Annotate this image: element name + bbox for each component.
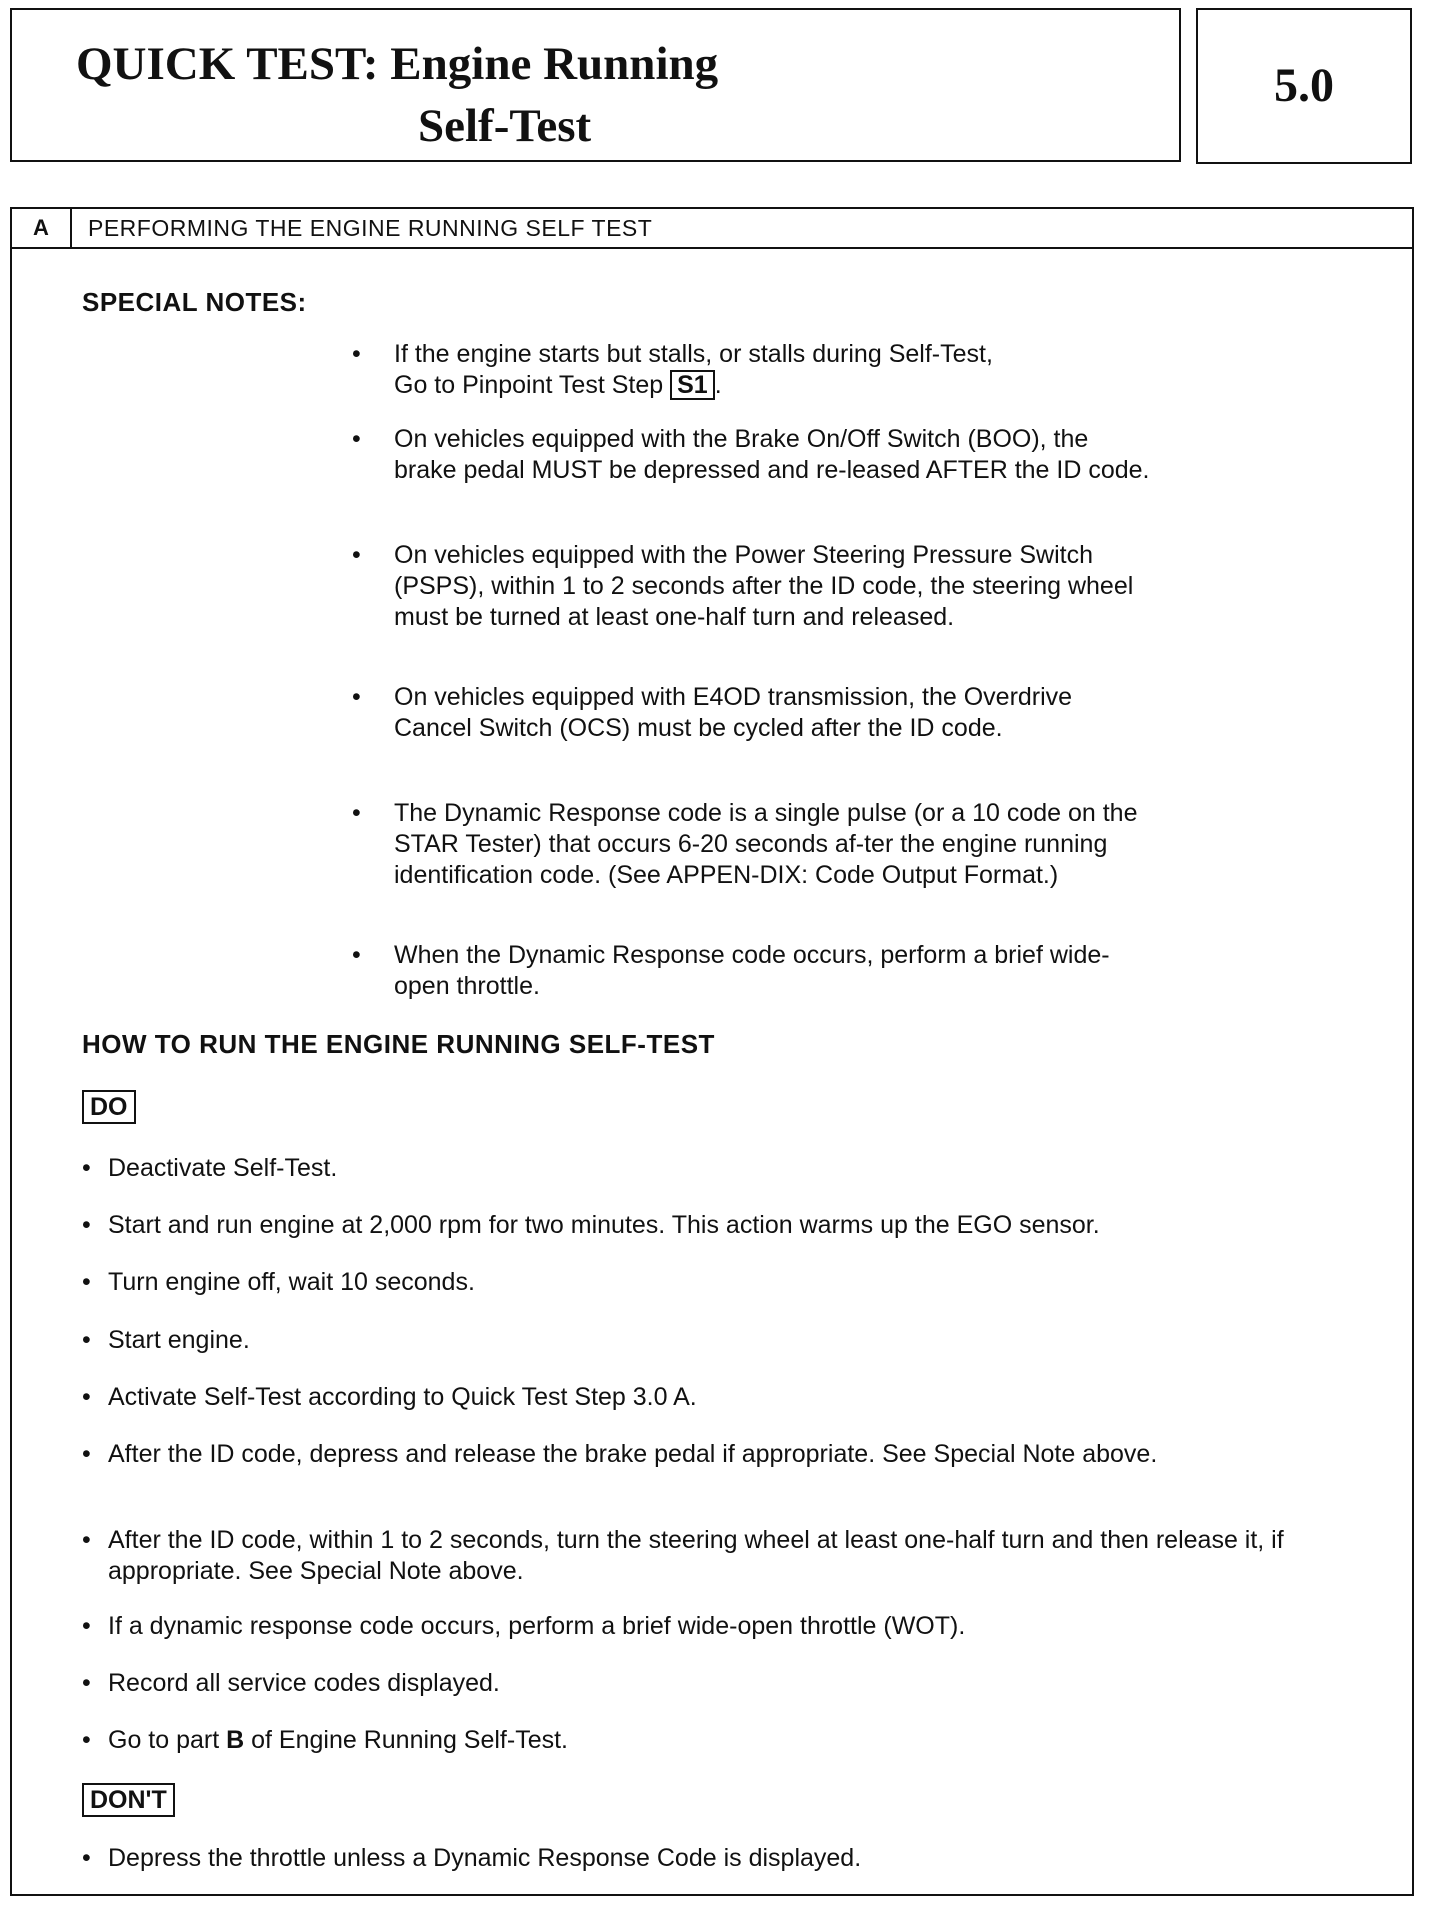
note-text: . (714, 371, 722, 399)
bullet: • (82, 1383, 91, 1411)
note-item (352, 540, 1152, 633)
bullet: • (82, 1268, 91, 1296)
dont-item-text: Depress the throttle unless a Dynamic Response Code is displayed. (108, 1844, 862, 1872)
note-item (352, 798, 1152, 891)
section-number-box (1196, 8, 1412, 164)
bullet: • (82, 1211, 91, 1239)
bullet: • (82, 1669, 91, 1697)
special-notes-heading: SPECIAL NOTES: (82, 287, 307, 317)
bullet: • (352, 799, 361, 827)
note-text: The Dynamic Response code is a single pulse (or a 10 code on the STAR Tester) that occurs 6-20 seconds af-ter the engine running identification code. (See APPEN-DIX: Code Output Format.) (394, 799, 1138, 889)
note-text: When the Dynamic Response code occurs, perform a brief wide-open throttle. (394, 941, 1110, 1000)
do-item (82, 1525, 1342, 1587)
bullet: • (82, 1526, 91, 1554)
bullet: • (82, 1612, 91, 1640)
do-item (82, 1611, 1342, 1642)
page-title-line2: Self-Test (418, 100, 592, 152)
do-item (82, 1325, 1342, 1356)
do-item-text: of Engine Running Self-Test. (251, 1726, 568, 1754)
do-item-text: Record all service codes displayed. (108, 1669, 500, 1697)
note-text: Go to Pinpoint Test Step (394, 371, 664, 399)
note-item (352, 940, 1152, 1002)
do-item-text: After the ID code, depress and release the brake pedal if appropriate. See Special Note above. (108, 1440, 1158, 1468)
note-text: On vehicles equipped with the Power Steering Pressure Switch (PSPS), within 1 to 2 seconds after the ID code, the steering wheel must be turned at least one-half turn and released. (394, 541, 1134, 631)
bullet: • (82, 1440, 91, 1468)
pinpoint-step-s1-link[interactable]: S1 (670, 370, 715, 400)
bullet: • (352, 941, 361, 969)
part-b-ref: B (226, 1726, 245, 1754)
do-item (82, 1267, 1342, 1298)
section-letter: A (12, 209, 72, 247)
how-to-heading: HOW TO RUN THE ENGINE RUNNING SELF-TEST (82, 1029, 715, 1059)
note-item (352, 682, 1152, 744)
do-item-text: Start engine. (108, 1326, 250, 1354)
section-title: PERFORMING THE ENGINE RUNNING SELF TEST (88, 215, 653, 241)
dont-label: DON'T (82, 1783, 175, 1817)
do-item (82, 1725, 1342, 1756)
do-item (82, 1153, 1342, 1184)
do-item-text: After the ID code, within 1 to 2 seconds, turn the steering wheel at least one-half turn and then release it, if appropriate. See Special Note above. (108, 1526, 1284, 1585)
do-item-text: Go to part (108, 1726, 220, 1754)
bullet: • (352, 541, 361, 569)
do-item-text: Deactivate Self-Test. (108, 1154, 338, 1182)
section-a (10, 207, 1414, 1896)
bullet: • (82, 1844, 91, 1872)
bullet: • (352, 683, 361, 711)
do-item-text: Turn engine off, wait 10 seconds. (108, 1268, 475, 1296)
note-text: On vehicles equipped with E4OD transmission, the Overdrive Cancel Switch (OCS) must be cycled after the ID code. (394, 683, 1073, 742)
do-item-text: Activate Self-Test according to Quick Test Step 3.0 A. (108, 1383, 697, 1411)
do-item (82, 1439, 1342, 1470)
section-number: 5.0 (1274, 59, 1334, 112)
do-item (82, 1210, 1342, 1241)
dont-item (82, 1843, 1342, 1874)
section-header (12, 209, 1412, 249)
bullet: • (82, 1154, 91, 1182)
note-item (352, 339, 1152, 401)
do-item (82, 1668, 1342, 1699)
bullet: • (352, 425, 361, 453)
page-title-line1: QUICK TEST: Engine Running (76, 38, 719, 90)
do-item-text: Start and run engine at 2,000 rpm for two minutes. This action warms up the EGO sensor. (108, 1211, 1100, 1239)
bullet: • (352, 340, 361, 368)
note-text: If the engine starts but stalls, or stalls during Self-Test, (394, 340, 993, 368)
do-item-text: If a dynamic response code occurs, perform a brief wide-open throttle (WOT). (108, 1612, 966, 1640)
bullet: • (82, 1326, 91, 1354)
note-text: On vehicles equipped with the Brake On/Off Switch (BOO), the brake pedal MUST be depressed and re-leased AFTER the ID code. (394, 425, 1150, 484)
bullet: • (82, 1726, 91, 1754)
note-item (352, 424, 1152, 486)
title-box (10, 8, 1181, 162)
do-item (82, 1382, 1342, 1413)
do-label: DO (82, 1090, 136, 1124)
